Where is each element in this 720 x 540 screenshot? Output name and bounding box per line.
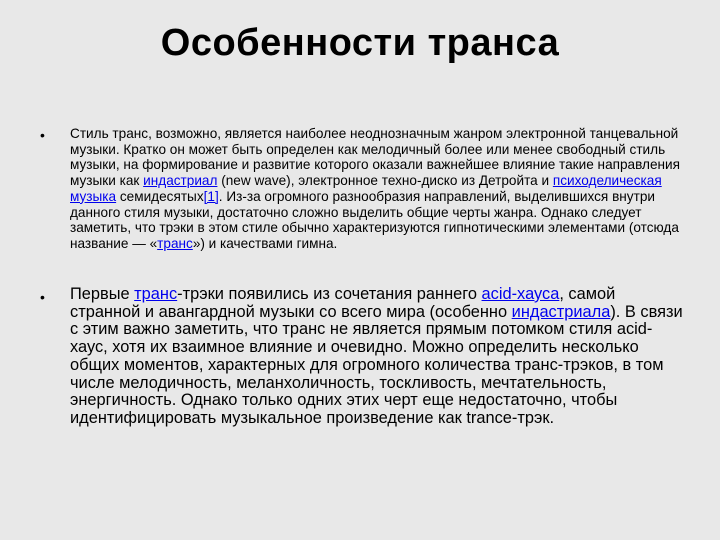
slide-title: Особенности транса xyxy=(160,22,560,64)
text-run: . Из-за огромного разнообразия направлений, выделившихся внутри данного стиля музыки, достаточно сложно выделить общие черты жанра. Однако следует заметить, что трэки в этом стиле обычно характеризуются гипнотическими элементами (отсюда название — « xyxy=(70,188,679,251)
text-run: ») и качествами гимна. xyxy=(192,235,338,251)
bullet-item-2 xyxy=(40,286,690,428)
text-run: ). В связи с этим важно заметить, что транс не является прямым потомком стиля acid-хаус, хотя их взаимное влияние и очевидно. Можно определить несколько общих моментов, характерных для огромного количества транс-трэков, в том числе мелодичность, меланхоличность, тоскливость, мечтательность, энергичность. Однако только одних этих черт еще недостаточно, чтобы идентифицировать музыкальное произведение как trance-трэк. xyxy=(70,302,683,427)
link-footnote-1[interactable]: [1] xyxy=(203,188,219,204)
link-psychedelic-music[interactable]: психоделическая музыка xyxy=(70,173,662,204)
text-run: -трэки появились из сочетания раннего xyxy=(177,285,482,303)
bullet-marker: • xyxy=(40,127,45,143)
link-acid-house[interactable]: acid-хауса xyxy=(481,285,560,303)
text-run: Стиль транс, возможно, является наиболее неоднозначным жанром электронной танцевальной музыки. Кратко он может быть определен как мелодичный более или менее свободный стиль музыки, на формирование и развитие которого оказали важнейшее влияние такие направления музыки как xyxy=(70,126,680,189)
text-run: семидесятых xyxy=(116,188,204,204)
bullet-marker: • xyxy=(40,289,45,305)
bullet-item-1 xyxy=(40,126,690,252)
link-trance[interactable]: транс xyxy=(134,285,178,303)
link-industrial[interactable]: индастриала xyxy=(511,302,611,321)
text-run: Первые xyxy=(70,285,135,303)
text-run: (new wave), электронное техно-диско из Детройта и xyxy=(217,173,553,189)
link-trance[interactable]: транс xyxy=(157,235,193,251)
bullet-text-1 xyxy=(70,126,690,252)
bullet-text-2 xyxy=(70,286,690,428)
link-industrial[interactable]: индастриал xyxy=(143,173,218,189)
text-run: , самой странной и авангардной музыки со всего мира (особенно xyxy=(70,285,616,321)
